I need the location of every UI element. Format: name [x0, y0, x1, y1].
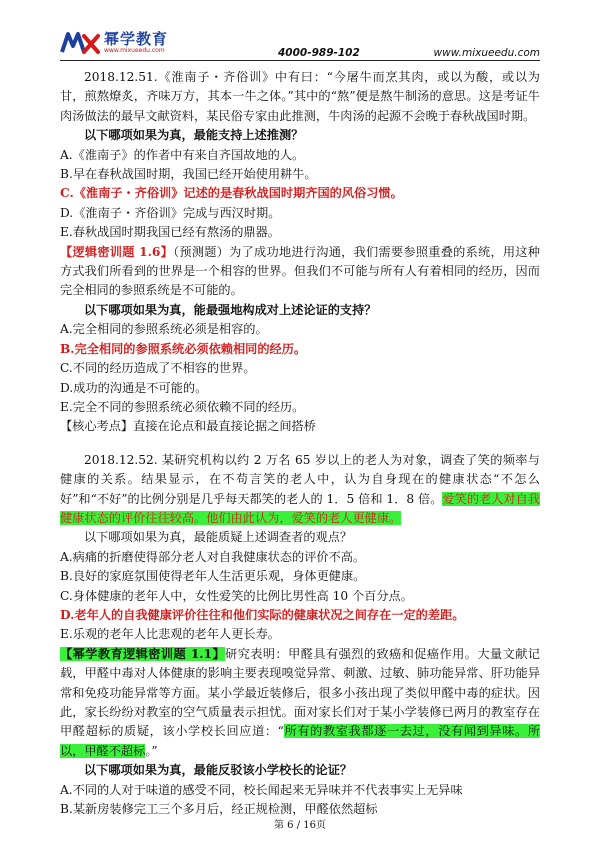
q11-intro: [60, 645, 540, 761]
page-number: 第 6 / 16页: [274, 820, 326, 831]
q11-option-a: A.不同的人对于味道的感受不同，校长闻起来无异味并不代表事实上无异味: [60, 782, 463, 797]
header-phone: 4000-989-102: [278, 47, 360, 59]
q52-option-e: E.乐观的老年人比悲观的老年人更长寿。: [60, 627, 280, 642]
q51-option-c-answer: C.《淮南子・齐俗训》记述的是春秋战国时期齐国的风俗习惯。: [60, 186, 403, 201]
header-divider: [60, 60, 540, 61]
q16-option-e: E.完全不同的参照系统必须依赖不同的经历。: [60, 399, 305, 414]
q51-option-a: A.《淮南子》的作者中有来自齐国故地的人。: [60, 147, 305, 162]
q16-question: 以下哪项如果为真，能最强地构成对上述论证的支持？: [84, 302, 377, 317]
q52-intro-text: 2018.12.52. 某研究机构以约 2 万名 65 岁以上的老人为对象，调查了笑的频率与健康的关系。结果显示，在不苟言笑的老人中，认为自身现在的健康状态“不怎么好”和“不好”的比例分别是几乎每天都笑的老人的 1．5 倍和 1．8 倍。: [60, 452, 540, 506]
mixue-logo: [60, 28, 168, 58]
q16-core-point: 【核心考点】直接在论点和最直接论据之间搭桥: [60, 419, 316, 434]
q16-option-d: D.成功的沟通是不可能的。: [60, 380, 208, 395]
q52-highlight: 爱笑的老人对自我健康状态的评价往往较高。他们由此认为，爱笑的老人更健康。: [60, 491, 540, 525]
q11-highlight: 所有的教室我都逐一去过，没有闻到异味。所以，甲醛不超标: [60, 724, 541, 758]
q11-intro-end: 。”: [145, 743, 158, 758]
q16-intro: [60, 243, 540, 301]
q51-question: 以下哪项如果为真，最能支持上述推测？: [84, 128, 304, 143]
mx-logo-icon: [60, 30, 100, 56]
q52-intro: [60, 451, 540, 529]
q52-question: 以下哪项如果为真，最能质疑上述调查者的观点？: [84, 530, 353, 545]
q51-option-b: B.早在春秋战国时期，我国已经开始使用耕牛。: [60, 167, 317, 182]
section-gap: [60, 437, 540, 451]
q52-option-b: B.良好的家庭氛围使得老年人生活更乐观，身体更健康。: [60, 569, 366, 584]
q51-option-d: D.《淮南子・齐俗训》完成与西汉时期。: [60, 205, 281, 220]
q52-option-d-answer: D.老年人的自我健康评价往往和他们实际的健康状况之间存在一定的差距。: [60, 607, 465, 622]
q52-option-a: A.病痛的折磨使得部分老人对自我健康状态的评价不高。: [60, 549, 366, 564]
logo-name: 幂学教育: [104, 30, 169, 48]
q16-intro-text: （预测题）为了成功地进行沟通，我们需要参照重叠的系统，用这种方式我们所看到的世界是一个相容的世界。但我们不可能与所有人有着相同的经历，因而完全相同的参照系统是不可能的。: [60, 244, 540, 298]
q16-option-a: A.完全相同的参照系统必须是相容的。: [60, 322, 268, 337]
logo-url: www.mixueedu.com: [104, 47, 165, 54]
page-header: [60, 28, 540, 64]
q11-tag: 【幂学教育逻辑密训题 1.1】: [60, 646, 226, 661]
q51-option-e: E.春秋战国时期我国已经有熬汤的鼎器。: [60, 225, 280, 240]
q11-intro-text: 研究表明：甲醛具有强烈的致癌和促癌作用。大量文献记载，甲醛中毒对人体健康的影响主要表现嗅觉异常、刺激、过敏、肺功能异常、肝功能异常和免疫功能异常等方面。某小学最近装修后，很多小孩出现了类似甲醛中毒的症状。因此，家长纷纷对教室的空气质量表示担忧。面对家长们对于某小学装修已两月的教室存在甲醛超标的质疑，该小学校长回应道：“: [60, 646, 540, 739]
q16-tag: 【逻辑密训题 1.6】: [60, 244, 174, 259]
q11-option-b: B.某新房装修完工三个多月后，经正规检测，甲醛依然超标: [60, 802, 378, 817]
q16-option-b-answer: B.完全相同的参照系统必须依赖相同的经历。: [60, 341, 307, 356]
q52-option-c: C.身体健康的老年人中，女性爱笑的比例比男性高 10 个百分点。: [60, 588, 413, 603]
q11-question: 以下哪项如果为真，最能反驳该小学校长的论证？: [84, 763, 353, 778]
header-website: www.mixueedu.com: [433, 47, 540, 59]
page-content: [60, 68, 540, 819]
q16-option-c: C.不同的经历造成了不相容的世界。: [60, 361, 256, 376]
q51-intro: 2018.12.51.《淮南子・齐俗训》中有曰：“今屠牛而烹其肉，或以为酸，或以为甘，煎熬燎炙，齐味万方，其本一牛之体。”其中的“熬”便是熬牛制汤的意思。这是考证牛肉汤做法的最早文献资料，某民俗专家由此推测，牛肉汤的起源不会晚于春秋战国时期。: [60, 70, 540, 123]
